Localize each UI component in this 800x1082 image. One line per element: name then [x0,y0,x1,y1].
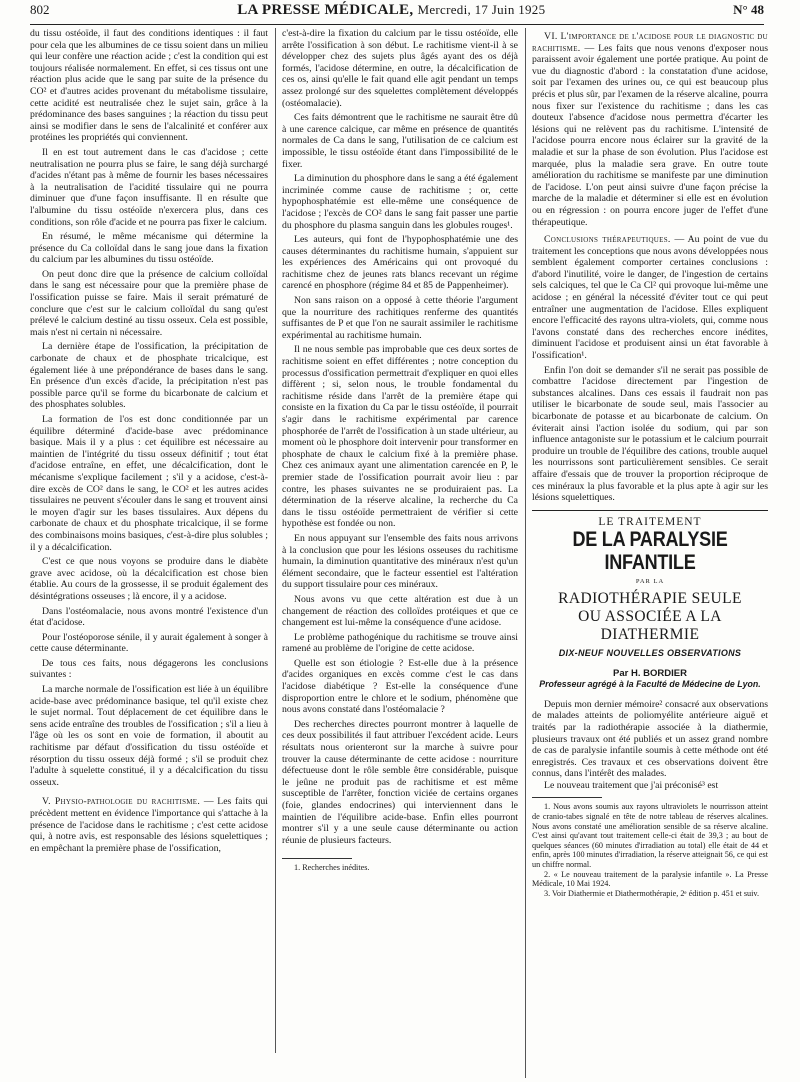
paragraph: Quelle est son étiologie ? Est-elle due à la présence d'acides organiques en excès comme c'est le cas dans l'acidose diabétique ? Est-elle la conséquence d'une disproportion entre le chlore et le sodium, phénomène que nous avons constaté dans l'ostéomalacie ? [282,657,518,716]
issue-number: N° 48 [733,2,764,17]
section-heading: Conclusions thérapeutiques. [544,234,671,246]
paragraph: Dans l'ostéomalacie, nous avons montré l'existence d'un état d'acidose. [30,605,268,629]
paragraph: Le nouveau traitement que j'ai préconisé³ est [544,779,719,791]
column-divider-1 [275,28,276,1053]
paragraph: La marche normale de l'ossification est liée à un équilibre acide-base avec prédominance basique, tel qu'il existe chez le sujet normal. Tout déplacement de cet équilibre dans le sens acide entraîne des troubles de l'ossification ; s'il a lieu à l'âge où les os sont en voie de formation, il aboutit au rachitisme par défaut d'ossification du tissu ostéoïde et résorption du tissu osseux déjà formé ; s'il se produit chez l'adulte à squelette constitué, il y a décalcification du tissu osseux. [30,684,268,788]
page-number: 802 [30,2,50,17]
footnote: 1. Nous avons soumis aux rayons ultraviolets le nourrisson atteint de cranio-tabes signalé en tête de notre tableau de réserves alcalines. Nous avons constaté une amélioration sensible de sa réserve alcaline. C'est ainsi qu'avant tout traitement celle-ci était de 39,3 ; au bout de quelques séances (60 minutes d'irradiation au total) elle était de 44 et enfin, après 100 minutes d'irradiation, la réserve atteignait 56, ce qui est un chiffre normal. [532,802,768,870]
running-head [30,2,764,25]
paragraph: Enfin l'on doit se demander s'il ne serait pas possible de combattre l'acidose directement par l'ingestion de substances alcalines. Dans ces essais il faudrait non pas utiliser le bicarbonate de soude seul, mais l'associer au bicarbonate de potasse et au bicarbonate de calcium. On éviterait ainsi l'action isolée du sodium, qui par son influence antagoniste sur le potassium et le calcium pourrait produire un trouble de l'équilibre des cations, trouble auquel les nourrissons sont particulièrement sensibles. Ce serait affaire d'essais que de trouver la proportion réciproque de ces minéraux la plus favorable et la plus apte à agir sur les lésions squelettiques. [532,364,768,504]
article-title: DE LA PARALYSIE INFANTILE [572,528,728,575]
paragraph: La dernière étape de l'ossification, la précipitation de carbonate de chaux et de phosphate tricalcique, est également liée à une prépondérance de bases dans le sang. En présence d'un excès d'acide, la précipitation n'est pas possible parce qu'il se forme du bicarbonate de calcium et des phosphates solubles. [30,341,268,411]
paragraph: Le problème pathogénique du rachitisme se trouve ainsi ramené au problème de l'origine de cette acidose. [282,631,518,655]
paragraph: On peut donc dire que la présence de calcium colloïdal dans le sang est nécessaire pour que la première phase de l'ossification puisse se faire. Mais il serait prématuré de conclure que c'est sur le calcium colloïdal du sang qu'est prélevé le calcium destiné au tissu osseux. Cela est possible, mais n'est ni certain ni nécessaire. [30,268,268,338]
article-header [532,510,768,691]
paragraph: Les auteurs, qui font de l'hypophosphatémie une des causes déterminantes du rachitisme humain, s'appuient sur les expériences des Américains qui ont provoqué du rachitisme chez de jeunes rats blancs recevant un régime carencé en phosphore (régime 84 et 85 de Pappenheimer). [282,234,518,292]
section-heading: V. Physio-pathologie du rachitisme. [42,796,201,808]
paragraph: Non sans raison on a opposé à cette théorie l'argument que la nourriture des rachitiques renferme des quantités suffisantes de P et que l'on ne saurait assimiler le rachitisme expérimental au rachitisme humain. [282,295,518,341]
paragraph: Il ne nous semble pas improbable que ces deux sortes de rachitisme soient en effet différentes ; notre conception du processus d'ossification permettrait d'expliquer en quoi elles diffèrent ; si, selon nous, le trouble fondamental du rachitisme réside dans l'arrêt de la première étape qui consiste en la fixation du Ca par le tissu ostéoïde, il pourrait s'agir dans le rachitisme expérimental par carence phosphorée de l'arrêt de l'ossification à un stade ultérieur, au moment où le phosphore doit intervenir pour transformer en phosphate de chaux le calcium fixé à la première phase. Chez ces animaux ayant une alimentation carencée en P, le premier stade de l'ossification pourrait avoir lieu : par contre, les phases suivantes ne se produiraient pas. La détermination de la réserve alcaline, la recherche du Ca dans le tissu ostéoïde permettraient de vérifier si cette hypothèse est fondée ou non. [282,344,518,530]
paragraph: C'est ce que nous voyons se produire dans le diabète grave avec acidose, où la décalcification est chose bien établie. Au cours de la grossesse, il se produit également des désintégrations osseuses ; là encore, il y a acidose. [30,556,268,602]
section-text: — Les faits qui précèdent mettent en évidence l'importance qui s'attache à la présence de l'acidose dans le rachitisme ; c'est cette acidose qui, à notre avis, est responsable des lésions squelettiques ; en empêchant la première phase de l'ossification, [30,796,268,854]
paragraph: Pour l'ostéoporose sénile, il y aurait également à songer à cette cause déterminante. [30,631,268,655]
column-divider-2 [525,28,526,1078]
section-paragraph [532,234,768,362]
paragraph: La diminution du phosphore dans le sang a été également incriminée comme cause de rachitisme ; or, cette hypophosphatémie est elle-même une conséquence de l'acidose ; l'excès de CO² dans le sang fait passer une partie du phosphore du plasma sanguin dans les globules rouges¹. [282,173,518,231]
paragraph: Depuis mon dernier mémoire² consacré aux observations de malades atteints de poliomyélite antérieure aiguë et traités par la radiothérapie associée à la diathermie, plusieurs travaux ont été publiés et un assez grand nombre de cas de paralysie infantile soumis à cette méthode ont été enregistrés. Ces travaux et ces observations doivent être connus, dans l'intérêt des malades. [532,698,768,780]
author-affiliation: Professeur agrégé à la Faculté de Médecine de Lyon. [539,679,761,690]
paragraph: De tous ces faits, nous dégagerons les conclusions suivantes : [30,657,268,681]
section-text: — Au point de vue du traitement les conceptions que nous avons développées nous semblent également comporter certaines conclusions : d'abord l'inutilité, voire le danger, de l'ingestion de certains sels calciques, tel que le Ca Cl² qui provoque lui-même une acidose ; en général la nécessité d'éviter tout ce qui peut entraîner une augmentation de l'acidose. Elles expliquent encore l'efficacité des rayons ultra-violets, qui, comme nous l'avons constaté dans des recherches encore inédites, diminuent l'acidose et produisent ainsi un état favorable à l'ossification¹. [532,234,768,362]
paragraph: c'est-à-dire la fixation du calcium par le tissu ostéoïde, elle arrête l'ossification à son début. Le rachitisme vient-il à se développer chez des sujets plus âgés ayant des os déjà formés, l'acidose détermine, en outre, la décalcification de ces os, ainsi qu'elle le fait quand elle agit pendant un temps assez prolongé sur des squelettes complètement développés (ostéomalacie). [282,28,518,109]
article-title-line-2: OU ASSOCIÉE A LA DIATHERMIE [578,607,722,643]
column-3 [532,28,768,1078]
paragraph: Nous avons vu que cette altération est due à un changement de réaction des colloïdes protéiques et que ce changement est lui-même la conséquence d'une acidose. [282,593,518,629]
paragraph: Des recherches directes pourront montrer à laquelle de ces deux possibilités il faut attribuer l'excédent acide. Leurs résultats nous orienteront sur la marche à suivre pour trouver la cause déterminante de cette acidose : nourriture défectueuse dont le rôle semble être considérable, puisque le jeûne ne produit pas de rachitisme et est même susceptible de l'arrêter, fonction viciée de certains organes (foie, glandes endocrines) qui interviennent dans le maintien de l'équilibre acide-base. Enfin elles pourront montrer s'il y a une seule cause déterminante ou action réunie de plusieurs facteurs. [282,718,518,846]
footnote-rule [532,797,602,798]
paragraph: En nous appuyant sur l'ensemble des faits nous arrivons à la conclusion que pour les lésions osseuses du rachitisme humain, la diminution quantitative des minéraux n'est qu'un élément secondaire, que le facteur essentiel est l'altération du support tissulaire pour ces minéraux. [282,532,518,591]
column-2 [282,28,518,1038]
issue-date: Mercredi, 17 Juin 1925 [417,2,546,17]
paragraph: Ces faits démontrent que le rachitisme ne saurait être dû à une carence calcique, car même en présence de quantités normales de Ca dans le sang, l'utilisation de ce calcium est impossible, le tissu ostéoïde étant dans l'impossibilité de le fixer. [282,112,518,170]
journal-title [237,2,545,19]
section-heading: VI. L'importance de l'acidose pour le diagnostic du rachitisme. [532,31,768,54]
article-kicker: LE TRAITEMENT [598,515,702,528]
footnote: 3. Voir Diathermie et Diathermothérapie, 2ᵉ édition p. 451 et suiv. [544,888,759,898]
footnote-rule [282,858,352,859]
footnote: 2. « Le nouveau traitement de la paralysie infantile ». La Presse Médicale, 10 Mai 1924. [532,869,768,889]
footnote: 1. Recherches inédites. [294,863,370,873]
section-paragraph [30,796,268,854]
article-subtitle: DIX-NEUF NOUVELLES OBSERVATIONS [558,647,742,658]
section-paragraph [532,31,768,228]
column-1 [30,28,268,1053]
article-author: Par H. BORDIER [613,667,687,679]
paragraph: En résumé, le même mécanisme qui détermine la présence du Ca colloïdal dans le sang joue dans la fixation du calcium par les albumines du tissu ostéoïde. [30,231,268,266]
article-title-line-1: RADIOTHÉRAPIE SEULE [558,589,742,607]
paragraph: du tissu ostéoïde, il faut des conditions identiques : il faut pour cela que les albumines de ce tissu soient dans un milieu qui leur confère une réaction acide ; c'est la condition qui est toujours réalisée normalement. En effet, si ces tissus ont une réaction plus acide que le sang par suite de la présence du CO² et d'autres acides provenant du métabolisme tissulaire, cette acidité est neutralisée chez le sujet sain, grâce à la prédominance des bases sanguines ; la réaction du tissu peut ainsi se modifier dans le sens de l'alcalinité et conférer aux protéines les propriétés qui conviennent. [30,28,268,144]
section-text: — Les faits que nous venons d'exposer nous paraissent avoir également une portée pratique. Au point de vue du diagnostic d'abord : la constatation d'une acidose, soit par l'examen des urines ou, ce qui est beaucoup plus précis et plus sûr, par l'examen de la réserve alcaline, pourra nous fixer sur l'existence du rachitisme ; dans les cas douteux l'absence d'acidose nous permettra d'écarter les lésions qui ne relèvent pas du rachitisme. L'intensité de l'acidose pourra encore nous éclairer sur la gravité de la maladie et sur la phase de son évolution. Plus l'acidose est marquée, plus la maladie sera grave. En outre toute amélioration du rachitisme se manifeste par une diminution de l'acidose. L'on peut ainsi suivre d'une façon précise la marche de la maladie et déterminer si elle est en évolution ou en régression : on pourra encore juger de l'effet d'une thérapeutique. [532,42,768,228]
paragraph: Il en est tout autrement dans le cas d'acidose ; cette neutralisation ne pourra plus se faire, le sang déjà surchargé d'acides n'étant pas à même de fournir les bases nécessaires à la neutralisation de l'acidité tissulaire qui ne pourra diminuer que d'une façon insuffisante. Il en résulte que l'albumine du tissu ostéoïde n'exercera plus, dans ces conditions, son rôle d'acide et ne pourra pas fixer le calcium. [30,146,268,228]
paragraph: La formation de l'os est donc conditionnée par un équilibre déterminé d'acide-base avec prédominance basique. Mais il y a plus : cet équilibre est nécessaire au maintien de l'intégrité du tissu osseux définitif ; tout état d'acidose entraîne, en effet, une décalcification, dont le mécanisme s'explique facilement ; s'il y a acidose, c'est-à-dire excès de CO² dans le sang, le CO² et les autres acides tissulaires ne peuvent s'écouler dans le sang et trouvent ainsi le moyen d'agir sur les bases tissulaires. Aux dépens du carbonate de chaux et du phosphate tricalcique, il se forme des combinaisons moins basiques, c'est-à-dire plus solubles ; il y a décalcification. [30,414,268,553]
journal-name: LA PRESSE MÉDICALE, [237,2,414,18]
header-rule [532,510,768,511]
article-par: PAR LA [635,578,665,586]
